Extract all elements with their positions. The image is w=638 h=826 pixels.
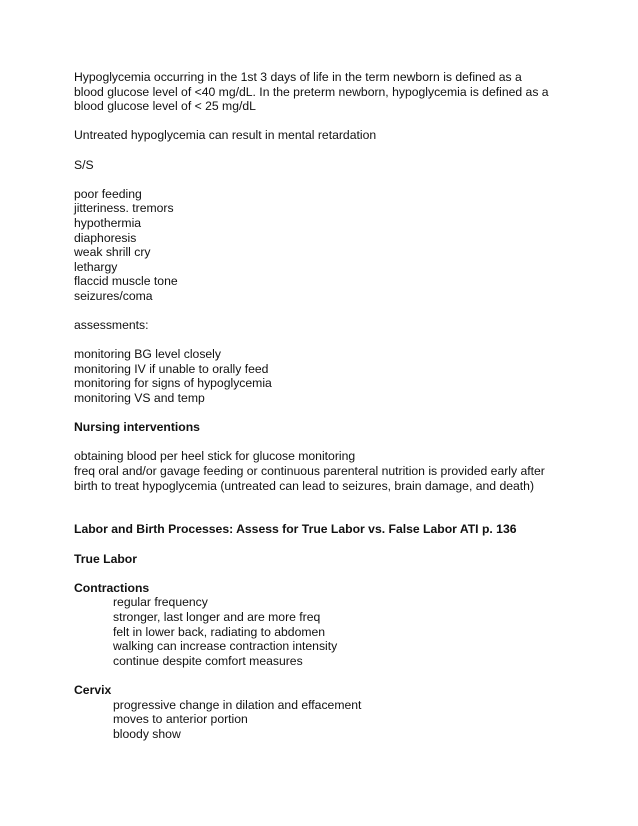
true-labor-heading: True Labor [74, 551, 137, 566]
interventions-line: obtaining blood per heel stick for glucose monitoring [74, 449, 356, 464]
signs-item: hypothermia [74, 215, 142, 230]
document-page [74, 70, 574, 741]
assessments-item: monitoring IV if unable to orally feed [74, 361, 269, 376]
contractions-item: regular frequency [113, 595, 208, 610]
spacer [74, 143, 574, 158]
assessments-heading: assessments: [74, 318, 149, 333]
interventions-heading: Nursing interventions [74, 420, 200, 435]
signs-item: flaccid muscle tone [74, 274, 178, 289]
intro-line-2: blood glucose level of <40 mg/dL. In the preterm newborn, hypoglycemia is defined as a [74, 84, 549, 99]
spacer [74, 114, 574, 129]
intro-line-1: Hypoglycemia occurring in the 1st 3 days of life in the term newborn is defined as a [74, 70, 522, 84]
spacer [74, 333, 574, 348]
signs-item: weak shrill cry [74, 245, 151, 260]
spacer [74, 537, 574, 552]
spacer [74, 493, 574, 508]
spacer [74, 508, 574, 523]
spacer [74, 406, 574, 421]
contractions-item: stronger, last longer and are more freq [113, 609, 321, 624]
contractions-item: continue despite comfort measures [113, 653, 303, 668]
cervix-item: moves to anterior portion [113, 712, 248, 727]
contractions-item: walking can increase contraction intensity [113, 639, 338, 654]
cervix-heading: Cervix [74, 682, 112, 697]
signs-item: lethargy [74, 259, 118, 274]
cervix-item: progressive change in dilation and effacement [113, 697, 362, 712]
interventions-line: freq oral and/or gavage feeding or continuous parenteral nutrition is provided early after [74, 464, 545, 479]
spacer [74, 172, 574, 187]
signs-heading: S/S [74, 157, 94, 172]
assessments-item: monitoring BG level closely [74, 347, 221, 362]
contractions-heading: Contractions [74, 580, 150, 595]
interventions-line: birth to treat hypoglycemia (untreated can lead to seizures, brain damage, and death) [74, 478, 535, 493]
cervix-item: bloody show [113, 726, 181, 741]
signs-item: poor feeding [74, 186, 142, 201]
labor-heading: Labor and Birth Processes: Assess for True Labor vs. False Labor ATI p. 136 [74, 522, 517, 537]
assessments-item: monitoring VS and temp [74, 391, 205, 406]
contractions-item: felt in lower back, radiating to abdomen [113, 624, 326, 639]
intro-line-3: blood glucose level of < 25 mg/dL [74, 99, 256, 114]
signs-item: seizures/coma [74, 288, 153, 303]
spacer [74, 304, 574, 319]
assessments-item: monitoring for signs of hypoglycemia [74, 376, 272, 391]
signs-item: diaphoresis [74, 230, 137, 245]
untreated-statement: Untreated hypoglycemia can result in mental retardation [74, 128, 377, 143]
spacer [74, 668, 574, 683]
signs-item: jitteriness. tremors [74, 201, 174, 216]
spacer [74, 435, 574, 450]
spacer [74, 566, 574, 581]
